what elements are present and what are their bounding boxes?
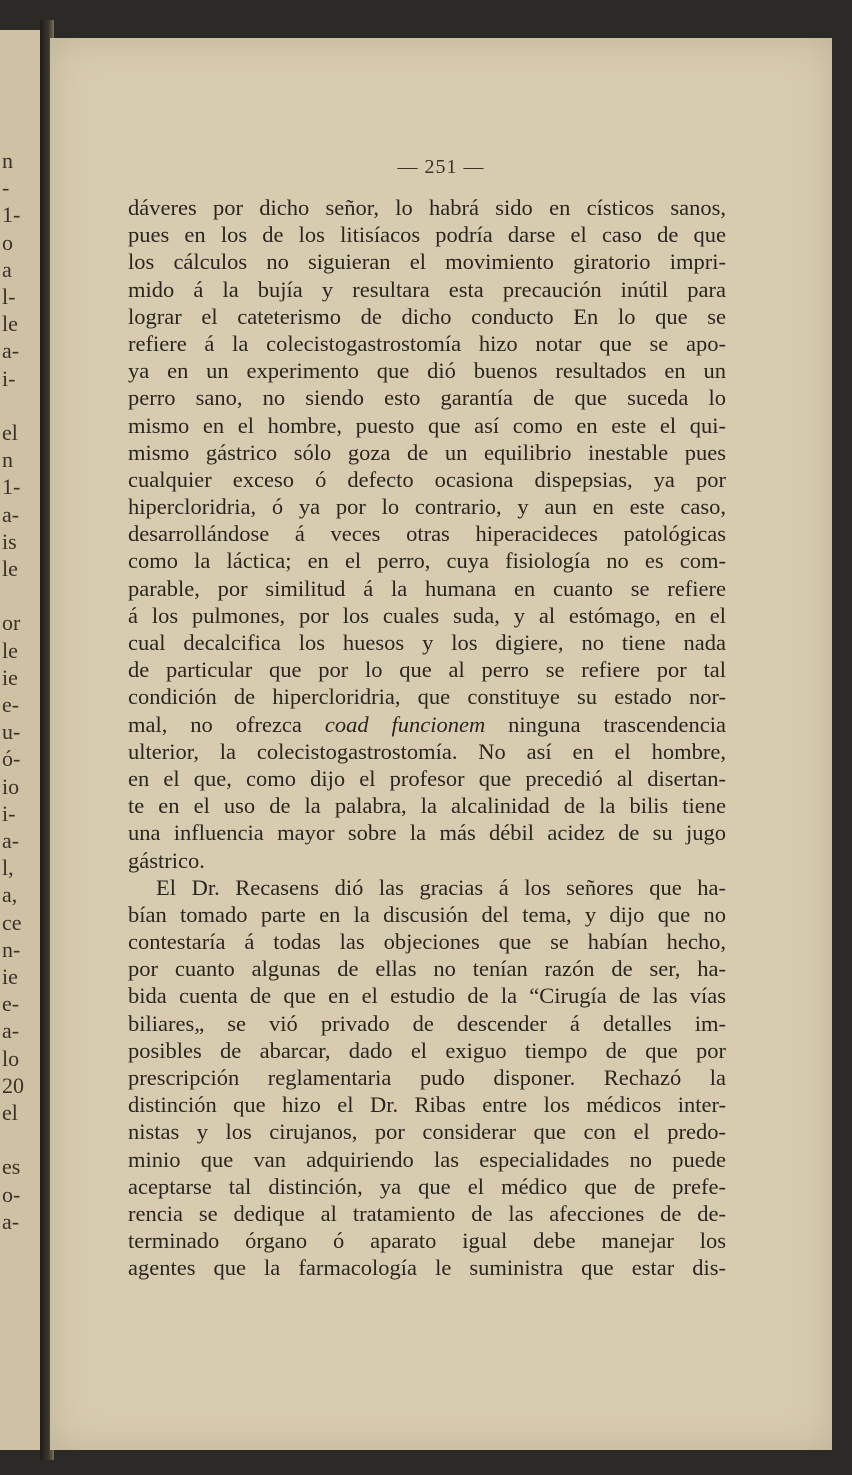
text-line: nistas y los cirujanos, por considerar que con el predo- [128,1119,726,1145]
margin-fragment: a- [2,1018,20,1044]
text-line: bida cuenta de que en el estudio de la “Cirugía de las vías [128,983,726,1009]
text-line: como la láctica; en el perro, cuya fisiología no es com- [128,548,726,574]
text-line: cual decalcifica los huesos y los digiere, no tiene nada [128,630,726,655]
margin-fragment: 1- [2,474,21,500]
margin-fragment: a [2,256,12,282]
margin-fragment: a- [2,1208,20,1234]
margin-fragment: ie [2,664,18,690]
margin-fragment: es [2,1154,21,1180]
margin-fragment: a- [2,338,20,364]
text-line: te en el uso de la palabra, la alcalinidad de la bilis tiene [128,793,726,819]
text-line-with-italic [128,711,726,738]
latin-phrase: coad funcionem [324,711,486,737]
margin-fragment: ie [2,964,18,989]
text-fragment: mal, no ofrezca [128,711,325,737]
text-line: prescripción reglamentaria pudo disponer. Rechazó la [128,1065,726,1090]
previous-page-edge [0,30,44,1450]
margin-fragment: l, [2,855,14,881]
text-line: aceptarse tal distinción, ya que el médico que de prefe- [128,1173,726,1199]
margin-fragment: 20 [2,1072,24,1098]
text-line: ya en un experimento que dió buenos resultados en un [128,358,726,384]
text-line: por cuanto algunas de ellas no tenían razón de ser, ha- [128,956,726,982]
text-line: distinción que hizo el Dr. Ribas entre los médicos inter- [128,1092,726,1118]
text-line: perro sano, no siendo esto garantía de que suceda lo [128,385,726,411]
text-line: bían tomado parte en la discusión del tema, y dijo que no [128,901,726,927]
book-page [50,38,832,1450]
text-line: una influencia mayor sobre la más débil acidez de su jugo [128,820,726,846]
text-line: contestaría á todas las objeciones que se habían hecho, [128,929,726,955]
paragraph-2 [128,874,726,1282]
margin-fragment: le [2,311,18,337]
text-line: cualquier exceso ó defecto ocasiona dispepsias, ya por [128,466,726,492]
margin-fragment: i- [2,365,16,391]
margin-fragment: e- [2,991,20,1017]
text-line: en el que, como dijo el profesor que precedió al disertan- [128,765,726,791]
margin-fragment: is [2,528,17,554]
margin-fragment: ce [2,909,22,935]
text-line: mismo gástrico sólo goza de un equilibrio inestable pues [128,439,726,465]
margin-fragment: el [2,420,18,445]
margin-fragment: n [2,148,13,173]
margin-fragment: l- [2,284,16,309]
text-line: biliares„ se vió privado de descender á detalles im- [128,1010,726,1036]
margin-fragment: o [2,229,13,255]
margin-fragment: a- [2,828,20,853]
text-line: á los pulmones, por los cuales suda, y al estómago, en el [128,602,726,628]
margin-fragment: n [2,447,13,473]
text-line: mido á la bujía y resultara esta precaución inútil para [128,276,726,302]
text-line: ulterior, la colecistogastrostomía. No así en el hombre, [128,738,726,764]
text-line: parable, por similitud á la humana en cuanto se refiere [128,575,726,601]
margin-fragment: a, [2,882,18,908]
text-line: posibles de abarcar, dado el exiguo tiempo de que por [128,1037,726,1063]
margin-fragment: el [2,1100,18,1125]
margin-fragment: e- [2,692,20,717]
text-fragment: ninguna trascendencia [485,711,726,737]
margin-fragment: 1- [2,202,21,228]
body-text [128,194,726,1282]
text-line: refiere á la colecistogastrostomía hizo notar que se apo- [128,330,726,356]
text-line: pues en los de los litisíacos podría darse el caso de que [128,222,726,248]
margin-fragment: ó- [2,746,21,772]
text-line: El Dr. Recasens dió las gracias á los señores que ha- [156,874,726,900]
margin-fragment: u- [2,719,21,745]
margin-fragment: or [2,610,21,636]
margin-fragment: - [2,175,10,201]
text-line: desarrollándose á veces otras hiperacideces patológicas [128,521,726,547]
text-line: de particular que por lo que al perro se refiere por tal [128,657,726,683]
text-line: rencia se dedique al tratamiento de las afecciones de de- [128,1200,726,1226]
margin-fragment: le [2,637,18,663]
margin-fragment: o- [2,1181,21,1207]
margin-fragment: a- [2,501,20,527]
text-line: los cálculos no siguieran el movimiento giratorio impri- [128,249,726,275]
margin-fragment: lo [2,1045,20,1071]
text-line: condición de hipercloridria, que constituye su estado nor- [128,684,726,710]
page-number: — 251 — [397,156,485,178]
text-line: gástrico. [128,847,205,873]
text-line: mismo en el hombre, puesto que así como en este el qui- [128,412,726,438]
paragraph-1 [128,194,726,874]
text-line: terminado órgano ó aparato igual debe manejar los [128,1228,726,1254]
text-line: lograr el cateterismo de dicho conducto En lo que se [128,303,726,329]
margin-fragment: n- [2,936,21,962]
text-line: dáveres por dicho señor, lo habrá sido en císticos sanos, [128,195,726,220]
margin-fragment: le [2,556,18,581]
margin-fragment: io [2,773,20,799]
text-line: minio que van adquiriendo las especialidades no puede [128,1146,726,1172]
text-line: hipercloridria, ó ya por lo contrario, y aun en este caso, [128,494,726,520]
margin-fragment: i- [2,800,16,826]
text-line: agentes que la farmacología le suministra que estar dis- [128,1255,726,1281]
